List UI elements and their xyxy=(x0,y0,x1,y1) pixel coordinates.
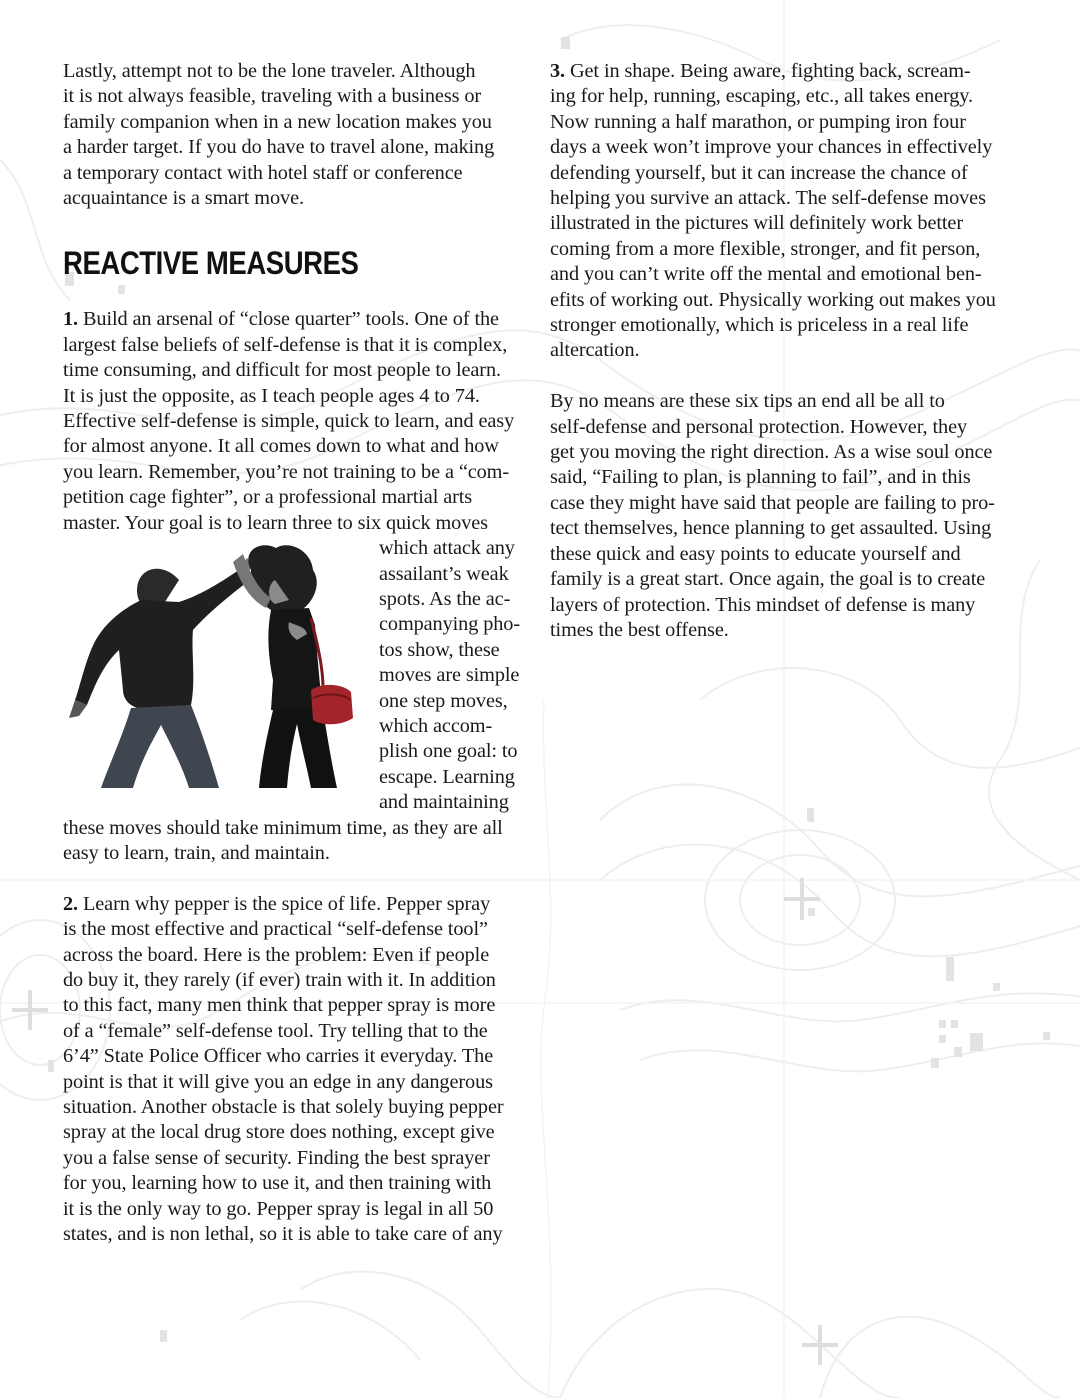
text-line: which accom- xyxy=(379,714,493,737)
text-line: and you can’t write off the mental and emotional ben- xyxy=(550,263,982,286)
text-line: family companion when in a new location makes you xyxy=(63,110,492,133)
text-line: it is not always feasible, traveling with a business or xyxy=(63,85,482,108)
text-line: spots. As the ac- xyxy=(379,587,511,610)
text-line: these quick and easy points to educate yourself and xyxy=(550,542,961,565)
text-line: stronger emotionally, which is priceless in a real life xyxy=(550,314,969,337)
text-line: ing for help, running, escaping, etc., all takes energy. xyxy=(550,85,973,108)
text-line: you learn. Remember, you’re not training to be a “com- xyxy=(63,460,510,483)
text-line: spray at the local drug store does nothing, except give xyxy=(63,1121,495,1144)
self-defense-photo xyxy=(63,536,371,792)
text-line: case they might have said that people are failing to pro- xyxy=(550,491,995,514)
text-line: tect themselves, hence planning to get assaulted. Using xyxy=(550,517,992,540)
text-line: assailant’s weak xyxy=(379,562,509,585)
text-line: efits of working out. Physically working out makes you xyxy=(550,288,996,311)
text-line: it is the only way to go. Pepper spray is legal in all 50 xyxy=(63,1197,494,1220)
text-line: easy to learn, train, and maintain. xyxy=(63,841,330,864)
text-line: Lastly, attempt not to be the lone traveler. Although xyxy=(63,60,476,82)
text-line: escape. Learning xyxy=(379,765,515,788)
intro-paragraph xyxy=(63,59,533,211)
text-line: point is that it will give you an edge in any dangerous xyxy=(63,1070,493,1093)
text-line: illustrated in the pictures will definitely work better xyxy=(550,212,963,235)
left-column xyxy=(63,59,533,1247)
text-line: 6’4” State Police Officer who carries it everyday. The xyxy=(63,1045,494,1068)
text-line: tos show, these xyxy=(379,638,500,661)
item-1-paragraph xyxy=(63,307,533,536)
text-line: days a week won’t improve your chances in effectively xyxy=(550,136,993,159)
text-line: get you moving the right direction. As a wise soul once xyxy=(550,441,993,464)
text-line: Learn why pepper is the spice of life. Pepper spray xyxy=(78,892,491,915)
text-line: moves are simple xyxy=(379,664,520,687)
text-line: Effective self-defense is simple, quick to learn, and easy xyxy=(63,410,515,433)
text-line: plish one goal: to xyxy=(379,740,518,763)
text-line: for you, learning how to use it, and then training with xyxy=(63,1172,492,1195)
text-line: states, and is non lethal, so it is able to take care of any xyxy=(63,1223,503,1246)
wrap-block xyxy=(63,536,533,815)
text-line: of a “female” self-defense tool. Try telling that to the xyxy=(63,1019,488,1042)
man-figure xyxy=(69,558,253,788)
text-line: petition cage fighter”, or a professional martial arts xyxy=(63,486,473,509)
item-number: 3. xyxy=(550,60,566,82)
item-2-paragraph xyxy=(63,892,533,1248)
text-line: helping you survive an attack. The self-defense moves xyxy=(550,187,986,210)
text-line: situation. Another obstacle is that solely buying pepper xyxy=(63,1096,504,1119)
text-line: altercation. xyxy=(550,339,640,362)
text-line: do buy it, they rarely (if ever) train with it. In addition xyxy=(63,968,496,991)
text-line: coming from a more flexible, stronger, and fit person, xyxy=(550,237,981,260)
right-column xyxy=(550,59,1020,643)
text-line: layers of protection. This mindset of defense is many xyxy=(550,593,976,616)
item-3-paragraph xyxy=(550,59,1020,364)
text-line: Get in shape. Being aware, fighting back, scream- xyxy=(565,60,971,82)
text-line: time consuming, and difficult for most people to learn. xyxy=(63,359,501,382)
text-line: largest false beliefs of self-defense is that it is complex, xyxy=(63,333,508,356)
text-line: a harder target. If you do have to travel alone, making xyxy=(63,136,495,159)
text-line: times the best offense. xyxy=(550,618,729,641)
text-line: these moves should take minimum time, as they are all xyxy=(63,816,503,839)
text-line: and maintaining xyxy=(379,791,509,814)
text-line: By no means are these six tips an end all be all to xyxy=(550,390,945,413)
text-line: to this fact, many men think that pepper spray is more xyxy=(63,994,496,1017)
text-line: master. Your goal is to learn three to six quick moves xyxy=(63,511,488,534)
text-line: Now running a half marathon, or pumping iron four xyxy=(550,110,966,133)
text-line: family is a great start. Once again, the goal is to create xyxy=(550,568,986,591)
text-line: said, “Failing to plan, is planning to fail”, and in this xyxy=(550,466,971,489)
section-heading: REACTIVE MEASURES xyxy=(63,245,359,282)
text-line: which attack any xyxy=(379,537,515,560)
text-line: It is just the opposite, as I teach people ages 4 to 74. xyxy=(63,384,480,407)
woman-figure xyxy=(233,545,353,788)
text-line: for almost anyone. It all comes down to what and how xyxy=(63,435,499,458)
text-line: companying pho- xyxy=(379,613,521,636)
item-number: 2. xyxy=(63,892,79,915)
closing-paragraph xyxy=(550,389,1020,643)
text-line: acquaintance is a smart move. xyxy=(63,187,304,210)
text-line: one step moves, xyxy=(379,689,508,712)
text-line: a temporary contact with hotel staff or conference xyxy=(63,161,463,184)
text-line: defending yourself, but it can increase the chance of xyxy=(550,161,968,184)
text-line: self-defense and personal protection. However, they xyxy=(550,415,968,438)
item-number: 1. xyxy=(63,308,79,331)
text-line: across the board. Here is the problem: Even if people xyxy=(63,943,490,966)
text-line: is the most effective and practical “self-defense tool” xyxy=(63,918,488,941)
text-line: Build an arsenal of “close quarter” tools. One of the xyxy=(78,308,499,331)
text-line: you a false sense of security. Finding the best sprayer xyxy=(63,1146,490,1169)
